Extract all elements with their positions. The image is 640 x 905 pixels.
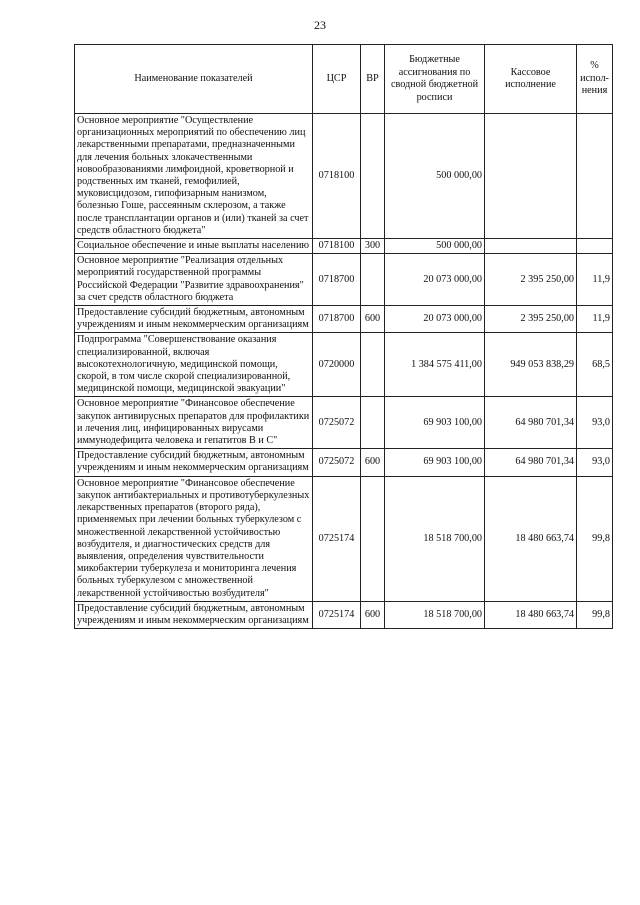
row-percent: 99,8 xyxy=(577,601,613,628)
row-name: Основное мероприятие "Финансовое обеспечение закупок антибактериальных и противотуберкулезных лекарственных препаратов (второго ряда), применяемых при лечении больных туберкулезом с множественной лекарственной устойчивостью возбудителя, и диагностических средств для выявления, определения чувствительности микобактерии туберкулеза и мониторинга лечения больных туберкулезом с множественной лекарственной устойчивостью возбудителя" xyxy=(75,476,313,601)
row-percent xyxy=(577,114,613,239)
row-percent: 68,5 xyxy=(577,333,613,397)
table-row xyxy=(75,601,613,628)
row-percent: 93,0 xyxy=(577,397,613,449)
page-number: 23 xyxy=(314,18,326,32)
row-allocations: 500 000,00 xyxy=(385,114,485,239)
table-row xyxy=(75,397,613,449)
row-percent xyxy=(577,239,613,254)
table-row xyxy=(75,114,613,239)
row-allocations: 18 518 700,00 xyxy=(385,601,485,628)
row-csr: 0725072 xyxy=(313,397,361,449)
table-row xyxy=(75,254,613,306)
row-csr: 0725072 xyxy=(313,449,361,476)
row-name: Предоставление субсидий бюджетным, автономным учреждениям и иным некоммерческим организациям xyxy=(75,306,313,333)
row-percent: 93,0 xyxy=(577,449,613,476)
row-csr: 0718700 xyxy=(313,254,361,306)
row-vr xyxy=(361,254,385,306)
row-vr xyxy=(361,397,385,449)
row-name: Основное мероприятие "Финансовое обеспечение закупок антивирусных препаратов для профилактики и лечения лиц, инфицированных вирусами иммунодефицита человека и гепатитов В и С" xyxy=(75,397,313,449)
row-csr: 0725174 xyxy=(313,476,361,601)
header-allocations: Бюджетные ассигнования по сводной бюджетной росписи xyxy=(385,45,485,114)
header-name: Наименование показателей xyxy=(75,45,313,114)
row-allocations: 69 903 100,00 xyxy=(385,449,485,476)
row-cash: 64 980 701,34 xyxy=(485,449,577,476)
row-vr: 600 xyxy=(361,449,385,476)
row-cash xyxy=(485,114,577,239)
row-vr: 600 xyxy=(361,601,385,628)
table-row xyxy=(75,306,613,333)
row-percent: 11,9 xyxy=(577,254,613,306)
table-row xyxy=(75,333,613,397)
row-csr: 0718100 xyxy=(313,239,361,254)
row-name: Подпрограмма "Совершенствование оказания специализированной, включая высокотехнологичную, медицинской помощи, скорой, в том числе скорой специализированной, медицинской помощи, медицинской эвакуации" xyxy=(75,333,313,397)
row-csr: 0725174 xyxy=(313,601,361,628)
header-cash: Кассовое исполнение xyxy=(485,45,577,114)
row-allocations: 20 073 000,00 xyxy=(385,254,485,306)
row-cash: 18 480 663,74 xyxy=(485,476,577,601)
budget-execution-table xyxy=(74,44,613,629)
row-name: Основное мероприятие "Реализация отдельных мероприятий государственной программы Российской Федерации "Развитие здравоохранения" за счет средств областного бюджета xyxy=(75,254,313,306)
row-percent: 99,8 xyxy=(577,476,613,601)
row-cash xyxy=(485,239,577,254)
row-csr: 0718700 xyxy=(313,306,361,333)
row-percent: 11,9 xyxy=(577,306,613,333)
header-vr: ВР xyxy=(361,45,385,114)
table-header-row xyxy=(75,45,613,114)
table-row xyxy=(75,239,613,254)
row-allocations: 500 000,00 xyxy=(385,239,485,254)
row-allocations: 1 384 575 411,00 xyxy=(385,333,485,397)
header-csr: ЦСР xyxy=(313,45,361,114)
row-name: Предоставление субсидий бюджетным, автономным учреждениям и иным некоммерческим организациям xyxy=(75,449,313,476)
table-row xyxy=(75,476,613,601)
row-cash: 949 053 838,29 xyxy=(485,333,577,397)
row-allocations: 69 903 100,00 xyxy=(385,397,485,449)
header-percent: % испол-нения xyxy=(577,45,613,114)
row-name: Основное мероприятие "Осуществление организационных мероприятий по обеспечению лиц лекарственными препаратами, предназначенными для лечения больных злокачественными новообразованиями лимфоидной, кроветворной и родственных им тканей, гемофилией, муковисцидозом, гипофизарным нанизмом, болезнью Гоше, рассеянным склерозом, а также после трансплантации органов и (или) тканей за счет средств областного бюджета" xyxy=(75,114,313,239)
table-row xyxy=(75,449,613,476)
row-allocations: 18 518 700,00 xyxy=(385,476,485,601)
row-csr: 0718100 xyxy=(313,114,361,239)
row-vr xyxy=(361,476,385,601)
row-csr: 0720000 xyxy=(313,333,361,397)
row-vr xyxy=(361,333,385,397)
row-cash: 2 395 250,00 xyxy=(485,306,577,333)
row-cash: 64 980 701,34 xyxy=(485,397,577,449)
row-vr: 300 xyxy=(361,239,385,254)
row-allocations: 20 073 000,00 xyxy=(385,306,485,333)
row-vr: 600 xyxy=(361,306,385,333)
row-cash: 18 480 663,74 xyxy=(485,601,577,628)
row-cash: 2 395 250,00 xyxy=(485,254,577,306)
row-vr xyxy=(361,114,385,239)
row-name: Социальное обеспечение и иные выплаты населению xyxy=(75,239,313,254)
row-name: Предоставление субсидий бюджетным, автономным учреждениям и иным некоммерческим организациям xyxy=(75,601,313,628)
